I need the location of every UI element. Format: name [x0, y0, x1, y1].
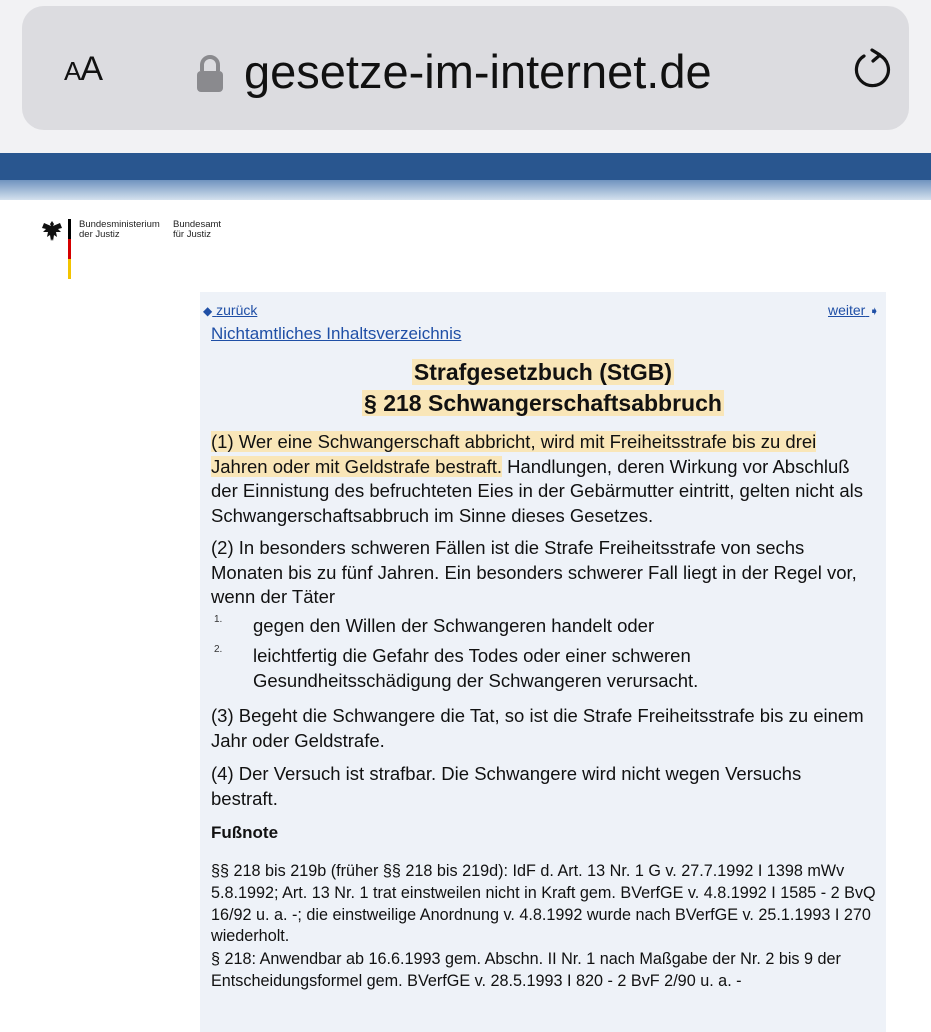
list-number: 1.: [214, 614, 223, 625]
back-link[interactable]: ◆ zurück: [203, 302, 258, 318]
toc-link[interactable]: Nichtamtliches Inhaltsverzeichnis: [211, 324, 462, 343]
paragraph-2: (2) In besonders schweren Fällen ist die Strafe Freiheitsstrafe von sechs Monaten bis zu fünf Jahren. Ein besonders schwerer Fall liegt in der Regel vor, wenn der Täter: [211, 537, 857, 607]
footnote-text-2: § 218: Anwendbar ab 16.6.1993 gem. Abschn. II Nr. 1 nach Maßgabe der Nr. 2 bis 9 der Entscheidungsformel gem. BVerfGE v. 28.5.1993 I 820 - 2 BvF 2/90 u. a. -: [211, 950, 841, 990]
browser-toolbar: [0, 0, 931, 153]
lock-icon: [194, 54, 226, 94]
office-logo-text[interactable]: Bundesamt für Justiz: [173, 219, 222, 240]
law-title: Strafgesetzbuch (StGB): [413, 359, 673, 385]
federal-eagle-icon: [41, 220, 63, 242]
reload-icon[interactable]: [850, 46, 896, 92]
list-number: 2.: [214, 644, 223, 655]
paragraph-3: (3) Begeht die Schwangere die Tat, so ist die Strafe Freiheitsstrafe bis zu einem Jahr oder Geldstrafe.: [211, 705, 864, 751]
address-bar[interactable]: [22, 6, 909, 130]
text-size-button[interactable]: AA: [64, 50, 103, 88]
forward-link[interactable]: weiter ➧: [828, 302, 880, 318]
paragraph-4: (4) Der Versuch ist strafbar. Die Schwangere wird nicht wegen Versuchs bestraft.: [211, 763, 802, 809]
arrow-right-icon: ➧: [869, 304, 880, 318]
paragraph-1: (1) Wer eine Schwangerschaft abbricht, wird mit Freiheitsstrafe bis zu drei Jahren oder mit Geldstrafe bestraft. Handlungen, deren Wirkung vor Abschluß der Einnistung des befruchteten Eies in der Gebärmutter eintritt, gelten nicht als Schwangerschaftsabbruch im Sinne dieses Gesetzes.: [211, 431, 863, 526]
footnote-text-1: §§ 218 bis 219b (früher §§ 218 bis 219d): IdF d. Art. 13 Nr. 1 G v. 27.7.1992 I 1398 mWv 5.8.1992; Art. 13 Nr. 1 trat einstweilen nicht in Kraft gem. BVerfGE v. 4.8.1992 I 1585 - 2 BvQ 16/92 u. a. -; die einstweilige Anordnung v. 4.8.1992 wurde nach BVerfGE v. 25.1.1993 I 270 wiederholt.: [211, 862, 876, 946]
footnote-heading: Fußnote: [211, 823, 279, 842]
highlighted-text: (1) Wer eine Schwangerschaft abbricht, wird mit Freiheitsstrafe bis zu drei Jahren oder mit Geldstrafe bestraft.: [211, 431, 817, 477]
list-item: gegen den Willen der Schwangeren handelt oder: [253, 615, 655, 636]
list-item: leichtfertig die Gefahr des Todes oder einer schweren Gesundheitsschädigung der Schwangeren verursacht.: [253, 645, 699, 691]
site-header-band: [0, 153, 931, 200]
section-title: § 218 Schwangerschaftsabbruch: [364, 390, 722, 416]
arrow-left-icon: ◆: [203, 304, 213, 318]
ministry-logo-text[interactable]: Bundesministerium der Justiz: [79, 219, 160, 240]
url-domain: gesetze-im-internet.de: [244, 45, 712, 98]
flag-stripe: [68, 219, 71, 279]
